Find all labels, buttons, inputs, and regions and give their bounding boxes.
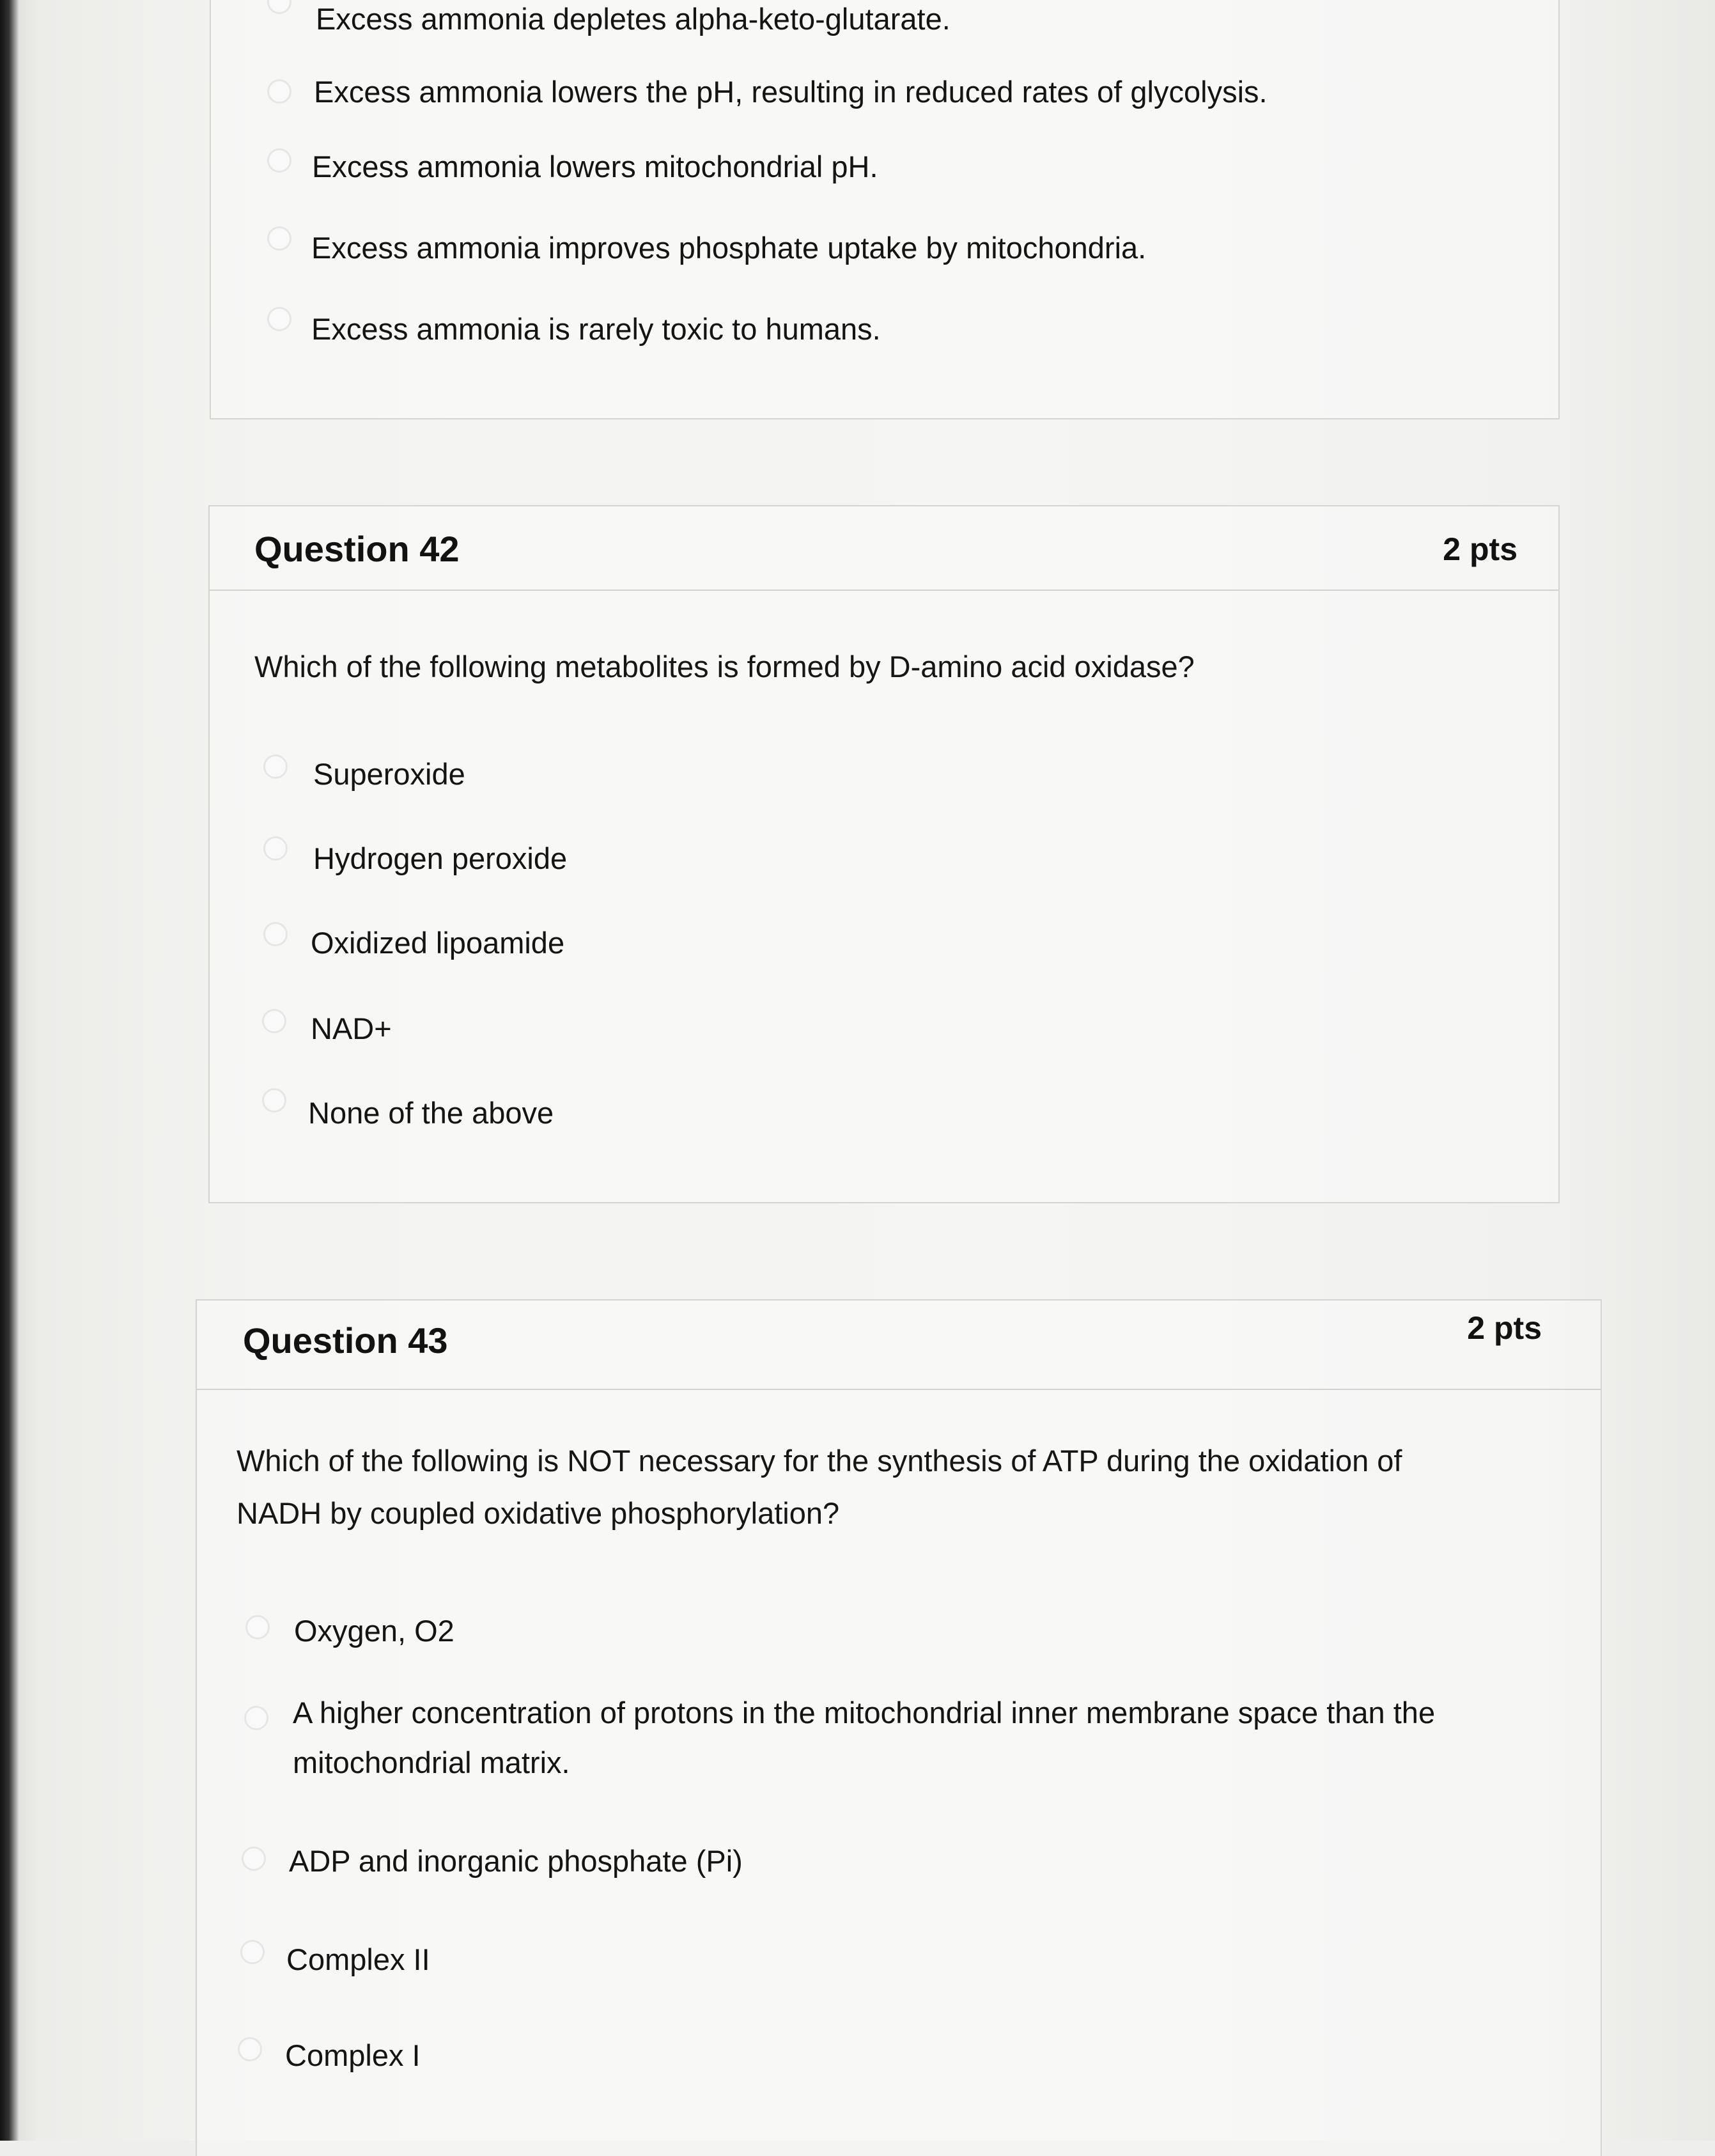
q43-option-3-radio[interactable] [242,1847,266,1871]
q41-option-5-radio[interactable] [267,307,291,331]
q43-option-3-label: ADP and inorganic phosphate (Pi) [289,1844,743,1878]
question-43-text-line-1: Which of the following is NOT necessary for the synthesis of ATP during the oxidation of [237,1444,1402,1478]
q41-option-1-label: Excess ammonia depletes alpha-keto-glutarate. [316,2,951,36]
question-42-title: Question 42 [254,529,460,569]
q42-option-5-label: None of the above [308,1096,554,1130]
question-42-points: 2 pts [1443,531,1517,567]
q41-option-5-label: Excess ammonia is rarely toxic to humans. [311,312,881,346]
q41-option-3-label: Excess ammonia lowers mitochondrial pH. [312,150,878,184]
question-41-card [210,0,1560,419]
question-43-text-line-2: NADH by coupled oxidative phosphorylation? [237,1496,840,1530]
q41-option-4-label: Excess ammonia improves phosphate uptake by mitochondria. [311,231,1147,265]
q43-option-1-label: Oxygen, O2 [294,1614,454,1648]
question-42-text: Which of the following metabolites is formed by D-amino acid oxidase? [254,650,1195,684]
q43-option-4-radio[interactable] [240,1940,265,1964]
question-43-header [197,1301,1601,1390]
q42-option-1-radio[interactable] [263,754,288,779]
q42-option-3-radio[interactable] [263,922,288,946]
q43-option-1-radio[interactable] [245,1615,270,1639]
q41-option-4-radio[interactable] [267,226,291,251]
q41-option-2-label: Excess ammonia lowers the pH, resulting in reduced rates of glycolysis. [314,75,1268,109]
question-43-title: Question 43 [243,1320,448,1361]
question-43-points: 2 pts [1467,1310,1542,1346]
q43-option-5-label: Complex I [285,2038,421,2072]
q41-option-3-radio[interactable] [267,148,291,173]
q41-option-2-radio[interactable] [267,79,291,104]
page-edge-shadow [0,0,19,2141]
q42-option-2-radio[interactable] [263,836,288,861]
q42-option-1-label: Superoxide [313,757,465,791]
q42-option-5-radio[interactable] [262,1088,286,1113]
q43-option-5-radio[interactable] [238,2037,262,2061]
q43-option-2-label: A higher concentration of protons in the mitochondrial inner membrane space than the mitochondrial matrix. [293,1696,1436,1779]
q43-option-4-label: Complex II [286,1942,430,1976]
q42-option-2-label: Hydrogen peroxide [313,841,568,875]
q42-option-4-radio[interactable] [262,1009,286,1033]
q43-option-2-radio[interactable] [244,1706,268,1730]
question-42-header [210,506,1558,591]
q42-option-3-label: Oxidized lipoamide [311,926,565,960]
q42-option-4-label: NAD+ [311,1012,392,1045]
